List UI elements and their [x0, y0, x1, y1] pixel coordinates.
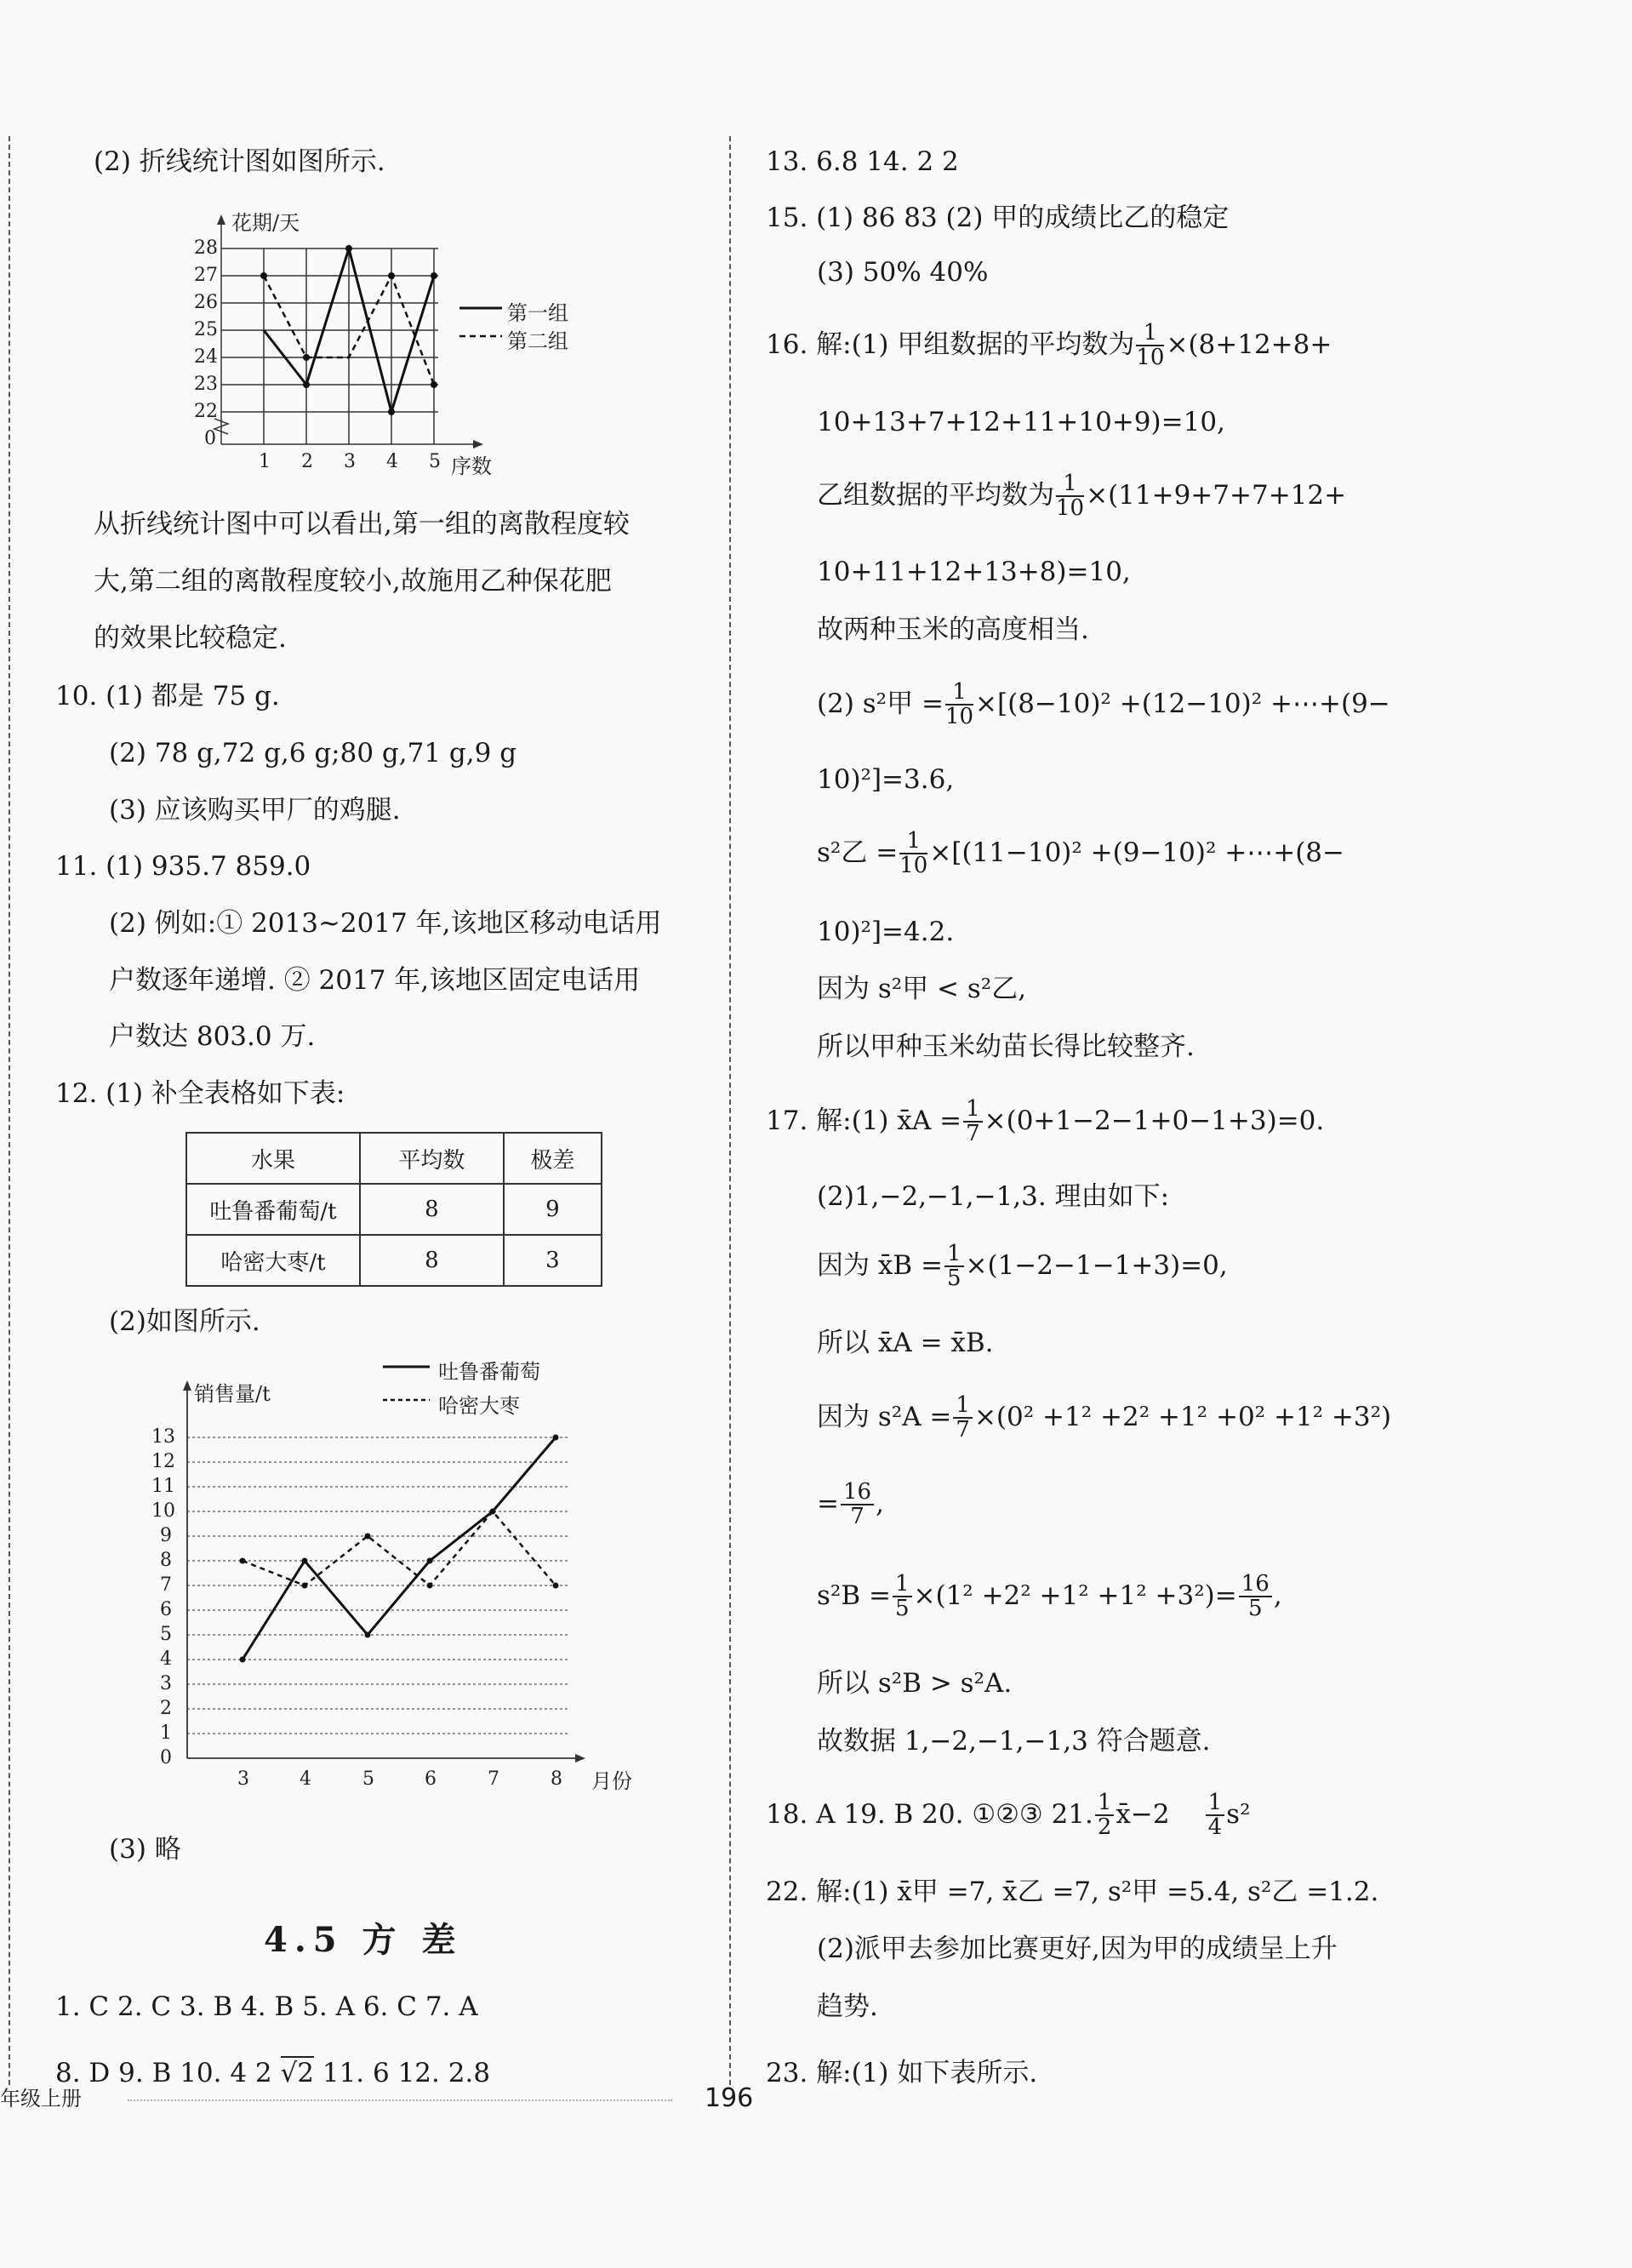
chart1-ytick: 27	[194, 265, 218, 286]
q16-line1	[766, 322, 1332, 370]
table-cell: 3	[504, 1235, 602, 1286]
chart2-xtick: 6	[425, 1768, 437, 1790]
table-row	[186, 1235, 602, 1286]
table-cell: 哈密大枣/t	[186, 1235, 360, 1286]
answers-row2	[55, 2058, 490, 2089]
chart1-xtick: 1	[259, 451, 271, 472]
table-cell: 8	[360, 1184, 504, 1235]
q17-line3-pre: 因为 x̄B =	[817, 1249, 943, 1281]
q15-part3: (3) 50% 40%	[817, 257, 989, 288]
chart1-xtick: 4	[386, 451, 398, 472]
table-header: 水果	[186, 1133, 360, 1184]
q17-line5-post: ×(0² +1² +2² +1² +0² +1² +3²)	[973, 1401, 1392, 1432]
q17-line4: 所以 x̄A = x̄B.	[817, 1328, 994, 1358]
chart2-ytick: 12	[151, 1451, 175, 1472]
table-cell: 9	[504, 1184, 602, 1235]
q22-line1: 22. 解:(1) x̄甲 =7, x̄乙 =7, s²甲 =5.4, s²乙 =1.2.	[766, 1877, 1379, 1907]
chart1-xtick: 3	[344, 451, 356, 472]
q17-line6	[817, 1481, 884, 1529]
q17-line5	[817, 1394, 1391, 1442]
q9-paragraph-1: 从折线统计图中可以看出,第一组的离散程度较	[94, 509, 630, 540]
q17-line7-pre: s²B =	[817, 1580, 891, 1611]
q16-line10: 因为 s²甲 < s²乙,	[817, 974, 1027, 1004]
q17-line6-post: ,	[876, 1488, 884, 1519]
chart1-ytick: 25	[194, 319, 218, 340]
q16-line8	[817, 830, 1344, 878]
center-cutline	[729, 136, 731, 2085]
q9-paragraph-3: 的效果比较稳定.	[94, 623, 287, 654]
q16-line6-post: ×[(8−10)² +(12−10)² +⋯+(9−	[975, 688, 1390, 719]
q16-line8-post: ×[(11−10)² +(9−10)² +⋯+(8−	[929, 837, 1345, 868]
q12-part2: (2)如图所示.	[109, 1306, 260, 1337]
q23-line1: 23. 解:(1) 如下表所示.	[766, 2058, 1038, 2088]
chart2-ytick: 4	[160, 1648, 172, 1670]
q17-line1-pre: 17. 解:(1) x̄A =	[766, 1105, 962, 1136]
q16-line11: 所以甲种玉米幼苗长得比较整齐.	[817, 1031, 1195, 1062]
section-title: 4.5 方 差	[264, 1920, 463, 1960]
q16-line3-pre: 乙组数据的平均数为	[817, 479, 1054, 511]
fraction: $\frac{1}{7}$	[953, 1394, 973, 1442]
q21-mid: x̄−2	[1116, 1798, 1170, 1830]
q17-line2: (2)1,−2,−1,−1,3. 理由如下:	[817, 1181, 1170, 1212]
q16-line3-post: ×(11+9+7+7+12+	[1086, 479, 1347, 511]
chart2-ytick: 7	[160, 1574, 172, 1596]
q17-line6-pre: =	[817, 1488, 839, 1519]
q10-part3: (3) 应该购买甲厂的鸡腿.	[109, 795, 401, 826]
q16-line6-pre: (2) s²甲 =	[817, 688, 944, 719]
q13-14: 13. 6.8 14. 2 2	[766, 146, 959, 177]
table-cell: 吐鲁番葡萄/t	[186, 1184, 360, 1235]
q18-21	[766, 1791, 1251, 1840]
chart1-ytick: 24	[194, 346, 218, 368]
chart1-xlabel: 序数	[451, 454, 492, 478]
fraction: $\frac{1}{4}$	[1206, 1791, 1225, 1840]
chart2-xlabel: 月份	[591, 1769, 632, 1793]
q12-part3: (3) 略	[109, 1834, 181, 1865]
chart2-legend-dates: 哈密大枣	[438, 1394, 520, 1418]
q16-line9: 10)²]=4.2.	[817, 917, 955, 947]
table-cell: 8	[360, 1235, 504, 1286]
answers-row1: 1. C 2. C 3. B 4. B 5. A 6. C 7. A	[55, 1991, 478, 2022]
q16-line6	[817, 681, 1390, 729]
footer-grade-label: 年级上册	[0, 2087, 82, 2111]
answers-row2-b: 11. 6 12. 2.8	[314, 2058, 491, 2088]
q22-line2: (2)派甲去参加比赛更好,因为甲的成绩呈上升	[817, 1934, 1338, 1964]
chart2-xtick: 5	[362, 1768, 374, 1790]
chart1-xtick: 2	[301, 451, 313, 472]
q11-part2-line2: 户数逐年递增. ② 2017 年,该地区固定电话用	[109, 965, 641, 996]
q22-line3: 趋势.	[817, 1991, 878, 2022]
chart2-ytick: 3	[160, 1673, 172, 1694]
series-hami-dates	[243, 1511, 556, 1585]
chart2-ytick: 13	[151, 1426, 175, 1448]
q17-line7-post: ,	[1273, 1580, 1282, 1611]
chart2-ytick: 1	[160, 1722, 172, 1744]
q17-line9: 故数据 1,−2,−1,−1,3 符合题意.	[817, 1726, 1211, 1757]
chart2-xtick: 4	[300, 1768, 311, 1790]
q16-line5: 故两种玉米的高度相当.	[817, 614, 1089, 645]
chart2-ytick: 5	[160, 1624, 172, 1645]
fraction: $\frac{1}{5}$	[893, 1573, 912, 1621]
table-header: 极差	[504, 1133, 602, 1184]
chart1-ylabel: 花期/天	[231, 211, 300, 235]
fraction: $\frac{1}{5}$	[944, 1243, 964, 1291]
answers-row2-a: 8. D 9. B 10. 4 2	[55, 2058, 281, 2088]
fraction: $\frac{1}{10}$	[1056, 471, 1085, 522]
chart2-xtick: 8	[551, 1768, 562, 1790]
page-number: 196	[705, 2083, 754, 2113]
fraction: $\frac{1}{7}$	[963, 1098, 983, 1146]
fraction: $\frac{1}{10}$	[899, 828, 928, 879]
q16-line4: 10+11+12+13+8)=10,	[817, 557, 1131, 587]
q9-paragraph-2: 大,第二组的离散程度较小,故施用乙种保花肥	[94, 566, 612, 597]
chart2-ytick: 11	[151, 1476, 175, 1497]
q16-line1-post: ×(8+12+8+	[1166, 328, 1332, 360]
fraction: $\frac{16}{7}$	[841, 1481, 874, 1529]
footer-divider	[128, 2099, 672, 2101]
chart2-ytick: 6	[160, 1599, 172, 1620]
q16-line8-pre: s²乙 =	[817, 837, 899, 868]
q10-part2: (2) 78 g,72 g,6 g;80 g,71 g,9 g	[109, 738, 517, 768]
table-header: 平均数	[360, 1133, 504, 1184]
fraction: $\frac{16}{5}$	[1239, 1573, 1272, 1621]
q16-line2: 10+13+7+12+11+10+9)=10,	[817, 407, 1225, 437]
q17-line7	[817, 1573, 1282, 1621]
chart2-ytick: 10	[151, 1500, 175, 1522]
chart1-ytick: 22	[194, 401, 218, 422]
chart1-ytick: 28	[194, 237, 218, 259]
chart1-legend-group1: 第一组	[507, 301, 568, 325]
sqrt-two: √2	[280, 2058, 314, 2088]
fraction: $\frac{1}{10}$	[944, 679, 974, 730]
q11-part2-line1: (2) 例如:① 2013~2017 年,该地区移动电话用	[109, 908, 662, 939]
chart1-legend-group2: 第二组	[507, 329, 568, 353]
table-row	[186, 1184, 602, 1235]
chart2-ytick: 2	[160, 1698, 172, 1719]
q17-line8: 所以 s²B > s²A.	[817, 1668, 1013, 1699]
left-margin-cutline	[9, 136, 10, 2085]
q17-line3	[817, 1243, 1228, 1291]
q16-line1-pre: 16. 解:(1) 甲组数据的平均数为	[766, 328, 1135, 360]
q17-line1-post: ×(0+1−2−1+0−1+3)=0.	[984, 1105, 1325, 1136]
q11-part1: 11. (1) 935.7 859.0	[55, 851, 311, 882]
chart2-ytick: 0	[160, 1747, 172, 1768]
q12-part1: 12. (1) 补全表格如下表:	[55, 1078, 345, 1109]
q21-post: s²	[1226, 1798, 1251, 1830]
q17-line3-post: ×(1−2−1−1+3)=0,	[965, 1249, 1228, 1281]
chart-flower-period	[196, 204, 706, 485]
fraction: $\frac{1}{2}$	[1095, 1791, 1115, 1840]
q16-line7: 10)²]=3.6,	[817, 764, 955, 795]
q11-part2-line3: 户数达 803.0 万.	[109, 1021, 316, 1052]
chart2-xtick: 7	[488, 1768, 499, 1790]
q10-part1: 10. (1) 都是 75 g.	[55, 681, 280, 711]
chart1-ytick: 23	[194, 374, 218, 395]
q15-part1: 15. (1) 86 83 (2) 甲的成绩比乙的稳定	[766, 203, 1230, 233]
chart2-ytick: 9	[160, 1525, 172, 1546]
q9-part2: (2) 折线统计图如图所示.	[94, 146, 385, 177]
q16-line3	[817, 472, 1346, 521]
q17-line7-mid: ×(1² +2² +1² +1² +3²)=	[913, 1580, 1237, 1611]
chart2-legend-grapes: 吐鲁番葡萄	[438, 1360, 540, 1384]
table-header-row	[186, 1133, 602, 1184]
chart1-ytick: 26	[194, 292, 218, 313]
q17-line1	[766, 1098, 1324, 1146]
q17-line5-pre: 因为 s²A =	[817, 1401, 952, 1432]
fruit-table	[185, 1132, 602, 1287]
fraction: $\frac{1}{10}$	[1136, 320, 1165, 371]
q18-21-pre: 18. A 19. B 20. ①②③ 21.	[766, 1798, 1093, 1830]
chart2-xtick: 3	[237, 1768, 249, 1790]
chart2-ytick: 8	[160, 1550, 172, 1571]
chart-fruit-sales	[136, 1353, 613, 1770]
chart1-xtick: 5	[429, 451, 441, 472]
series-turpan-grapes	[243, 1437, 556, 1660]
chart2-ylabel: 销售量/t	[194, 1382, 271, 1406]
chart1-ytick: 0	[204, 428, 216, 449]
